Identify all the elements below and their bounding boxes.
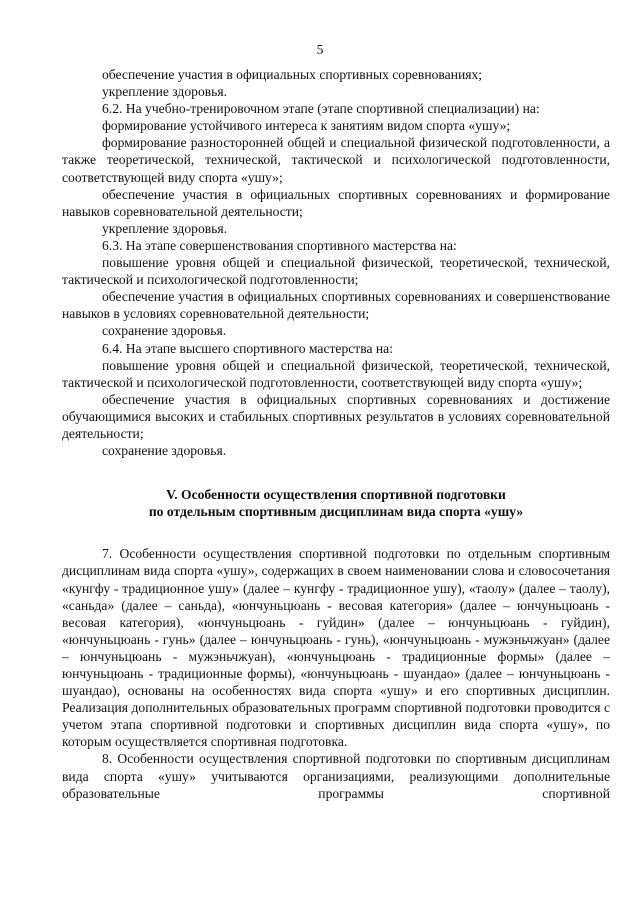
page-number: 5 [316,42,324,57]
paragraph: укрепление здоровья. [102,84,228,100]
paragraph: повышение уровня общей и специальной физической, теоретической, технической, тактической и психологической подготовленности; [62,255,610,288]
paragraph: 8. Особенности осуществления спортивной подготовки по спортивным дисциплинам вида спорта «ушу» учитываются организациями, реализующими дополнительные образовательные программы спортивной [62,751,610,801]
paragraph: сохранение здоровья. [102,443,227,459]
paragraph: 6.3. На этапе совершенствования спортивного мастерства на: [102,237,457,253]
paragraph: обеспечение участия в официальных спортивных соревнованиях и формирование навыков соревновательной деятельности; [62,186,610,219]
paragraph: повышение уровня общей и специальной физической, теоретической, технической, тактической и психологической подготовленности, соответствующей виду спорта «ушу»; [62,357,610,390]
paragraph: обеспечение участия в официальных спортивных соревнованиях и достижение обучающимися высоких и стабильных спортивных результатов в условиях соревновательной деятельности; [62,391,610,441]
paragraph: 7. Особенности осуществления спортивной подготовки по отдельным спортивным дисциплинам вида спорта «ушу», содержащих в своем наименовании слова и словосочетания «кунгфу - традиционное ушу» (далее – кунгфу - традиционное ушу), «таолу» (далее – таолу), «саньда» (далее – саньда), «юнчуньцюань - весовая категория» (далее – юнчуньцюань - весовая категория), «юнчуньцюань - гуйдин» (далее – юнчуньцюань - гуйдин), «юнчуньцюань - гунь» (далее – юнчуньцюань - гунь), «юнчуньцюань - мужэньчжуан» (далее – юнчуньцюань - мужэньчжуан), «юнчуньцюань - традиционные формы» (далее – юнчуньцюань - традиционные формы), «юнчуньцюань - шуандао» (далее – юнчуньцюань - шуандао), основаны на особенностях вида спорта «ушу» и его спортивных дисциплин. Реализация дополнительных образовательных программ спортивной подготовки проводится с учетом этапа спортивной подготовки и спортивных дисциплин вида спорта «ушу», по которым осуществляется спортивная подготовка. [62,546,610,750]
paragraph: 6.4. На этапе высшего спортивного мастерства на: [102,340,393,356]
paragraph: 6.2. На учебно-тренировочном этапе (этапе спортивной специализации) на: [102,101,540,117]
document-body [62,66,610,802]
paragraph: обеспечение участия в официальных спортивных соревнованиях и совершенствование навыков в условиях соревновательной деятельности; [62,289,610,322]
paragraph: обеспечение участия в официальных спортивных соревнованиях; [102,67,483,82]
paragraph: сохранение здоровья. [102,323,227,339]
paragraph: укрепление здоровья. [102,220,228,236]
section-heading-line-2: по отдельным спортивным дисциплинам вида спорта «ушу» [148,504,524,520]
paragraph: формирование устойчивого интереса к занятиям видом спорта «ушу»; [102,118,511,134]
section-heading-line-1: V. Особенности осуществления спортивной подготовки [166,487,506,503]
paragraph: формирование разносторонней общей и специальной физической подготовленности, а также теоретической, технической, тактической и психологической подготовленности, соответствующей виду спорта «ушу»; [62,135,610,185]
